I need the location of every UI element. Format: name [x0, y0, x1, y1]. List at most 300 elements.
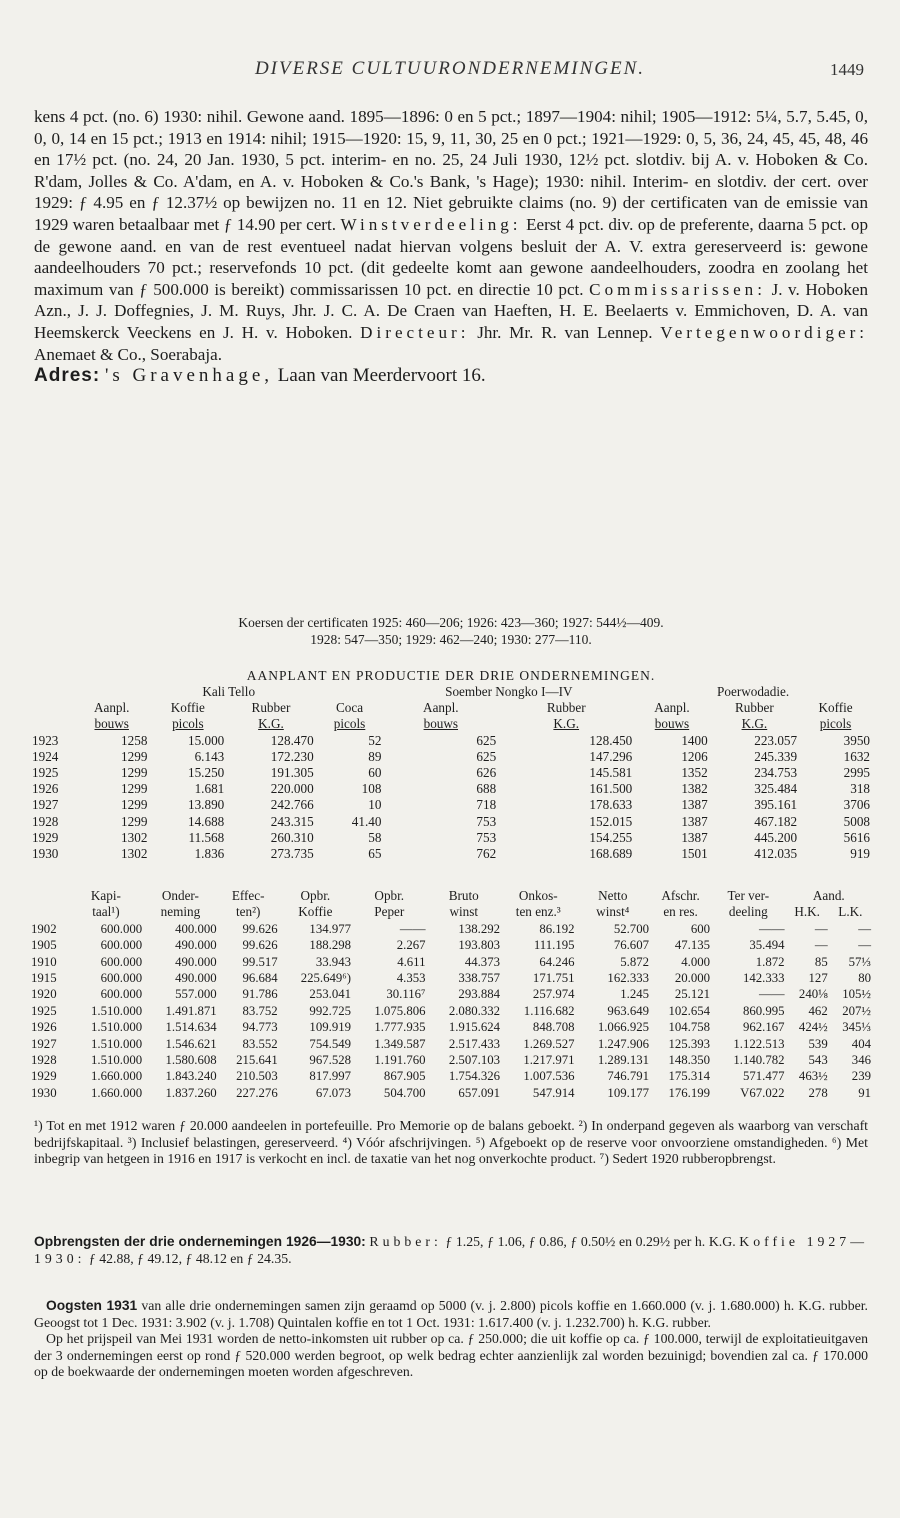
fin-col-header: taal¹)	[92, 904, 120, 920]
unit-header: K.G.	[258, 716, 284, 732]
table-cell: V67.022	[740, 1085, 785, 1100]
koersen	[34, 614, 868, 648]
page-number: 1449	[830, 60, 864, 79]
year-cell: 1925	[31, 1003, 57, 1018]
table-cell: 5008	[843, 813, 870, 829]
unit-header-row	[30, 716, 872, 732]
table-cell: 99.626	[242, 938, 278, 953]
table-cell: 1.122.513	[733, 1036, 785, 1051]
table-cell: 125.393	[668, 1036, 711, 1051]
table-cell: 242.766	[270, 797, 314, 813]
table-cell: 80	[858, 971, 871, 986]
table-cell: 99.517	[242, 954, 278, 969]
year-cell: 1930	[31, 1085, 57, 1100]
table-cell: 1.247.906	[597, 1036, 650, 1051]
table-cell: 148.350	[668, 1053, 711, 1068]
koersen-line-2: 1928: 547—350; 1929: 462—240; 1930: 277—110.	[310, 632, 592, 647]
year-cell: 1928	[32, 813, 59, 829]
financial-table	[30, 888, 872, 1101]
fin-col-header: ten enz.³	[515, 904, 561, 920]
table-cell: 138.292	[458, 921, 501, 936]
table-row	[30, 797, 872, 813]
table-cell: 504.700	[383, 1085, 426, 1100]
table-cell: 293.884	[458, 987, 501, 1002]
table-cell: 600.000	[100, 921, 143, 936]
table-cell: 338.757	[458, 971, 501, 986]
table-cell: 1.660.000	[90, 1085, 143, 1100]
production-table	[30, 684, 872, 862]
production-table-body	[30, 733, 872, 863]
table-cell: 44.373	[464, 954, 501, 969]
table-cell: 754.549	[309, 1036, 352, 1051]
table-cell: 2.267	[396, 938, 426, 953]
table-cell: 3950	[843, 732, 870, 748]
running-title: DIVERSE CULTUURONDERNEMINGEN.	[254, 58, 646, 79]
table-cell: 65	[368, 846, 382, 862]
table-cell: 1.007.536	[523, 1069, 575, 1084]
table-cell: 967.528	[309, 1053, 352, 1068]
fin-col-header: Koffie	[298, 904, 333, 920]
unit-header: picols	[333, 716, 366, 732]
table-cell: 193.803	[458, 938, 501, 953]
oogsten-text-1: van alle drie ondernemingen samen zijn geraamd op 5000 (v. j. 2.800) picols koffie en 1.660.000 (v. j. 1.680.000) h. K.G. rubber. Geoogst tot 1 Dec. 1931: 3.902 (v. j. 1.708) Quintalen koffie en tot 1 Oct. 1931: 1.617.400 (v. j. 1.232.700) h. K.G. rubber.	[34, 1298, 868, 1330]
table-cell: 867.905	[383, 1069, 426, 1084]
table-cell: 30.116⁷	[386, 987, 426, 1002]
table-cell: 1.681	[194, 781, 225, 797]
table-cell: 278	[808, 1085, 828, 1100]
table-cell: 571.477	[742, 1069, 785, 1084]
year-cell: 1905	[31, 938, 57, 953]
table-cell: 1352	[681, 765, 708, 781]
table-cell: 1299	[121, 765, 148, 781]
unit-header: K.G.	[741, 716, 768, 732]
table-cell: 325.484	[754, 781, 798, 797]
table-cell: 688	[476, 781, 497, 797]
table-cell: 57⅓	[848, 954, 871, 969]
table-cell: 1299	[121, 781, 148, 797]
table-row	[30, 846, 872, 862]
directeur-label: Directeur:	[360, 322, 470, 342]
table-cell: 58	[368, 829, 382, 845]
table-cell: 1.754.326	[448, 1069, 501, 1084]
table-cell: 1.915.624	[448, 1020, 501, 1035]
table-cell: 2.507.103	[448, 1053, 501, 1068]
table-row	[30, 733, 872, 749]
col-header: Rubber	[734, 700, 774, 716]
table-cell: 557.000	[175, 987, 217, 1002]
table-row	[30, 1068, 872, 1084]
table-row	[30, 1036, 872, 1052]
table-cell: 1.836	[194, 846, 225, 862]
table-cell: 4.611	[397, 954, 426, 969]
table-cell: 240⅛	[798, 987, 828, 1002]
table-cell: 318	[850, 781, 870, 797]
opbrengsten-section	[34, 1234, 868, 1267]
group-soember-nongko: Soember Nongko I—IV	[445, 684, 573, 699]
table-cell: 462	[808, 1003, 828, 1018]
col-header: Aanpl.	[423, 700, 459, 716]
table-cell: 207½	[842, 1003, 871, 1018]
fin-col-header: L.K.	[838, 904, 863, 920]
year-cell: 1927	[31, 1036, 57, 1051]
table-cell: 152.015	[589, 813, 633, 829]
table-cell: 1382	[681, 781, 708, 797]
table-cell: 154.255	[589, 829, 633, 845]
table-cell: 1.269.527	[523, 1036, 575, 1051]
table-cell: 404	[851, 1036, 871, 1051]
table-cell: 1.349.587	[374, 1036, 426, 1051]
fin-col-header: en res.	[663, 904, 698, 920]
table-cell: 963.649	[607, 1003, 650, 1018]
table-cell: 94.773	[242, 1020, 278, 1035]
table-cell: 171.751	[532, 971, 575, 986]
table-cell: 600.000	[100, 987, 143, 1002]
year-cell: 1902	[31, 921, 57, 936]
table-cell: 128.470	[270, 732, 314, 748]
table-cell: 13.890	[187, 797, 225, 813]
opbrengsten-label: Opbrengsten der drie ondernemingen 1926—1930:	[34, 1234, 366, 1249]
fin-col-header: H.K.	[794, 904, 820, 920]
table-cell: 15.250	[187, 765, 225, 781]
table-cell: 1.837.260	[165, 1085, 217, 1100]
table-cell: 1.289.131	[597, 1053, 650, 1068]
table-cell: 35.494	[749, 938, 785, 953]
oogsten-paragraph-1	[34, 1298, 868, 1331]
col-header: Koffie	[170, 700, 205, 716]
fin-col-header: Opbr.	[374, 888, 405, 903]
fin-header-row-1	[30, 888, 872, 904]
table-cell: 20.000	[674, 971, 711, 986]
year-cell: 1929	[32, 829, 59, 845]
year-cell: 1910	[31, 954, 57, 969]
table-cell: 718	[476, 797, 497, 813]
table-cell: 539	[808, 1036, 828, 1051]
table-cell: 6.143	[194, 748, 225, 764]
address-city: 's Gravenhage,	[104, 365, 274, 387]
fin-col-header: Onder-	[161, 888, 199, 903]
table-row	[30, 781, 872, 797]
table-cell: 134.977	[309, 921, 352, 936]
table-cell: 109.919	[309, 1020, 352, 1035]
group-poerwodadie: Poerwodadie.	[717, 684, 790, 699]
rubber-label: Rubber:	[369, 1234, 442, 1249]
fin-col-header: Peper	[374, 904, 405, 920]
table-row	[30, 830, 872, 846]
table-cell: 600	[690, 921, 711, 936]
table-cell: 395.161	[754, 797, 798, 813]
table-cell: 2.080.332	[448, 1003, 501, 1018]
table-cell: —	[858, 921, 871, 936]
fin-col-header: deeling	[728, 904, 768, 920]
table-cell: 1299	[121, 748, 148, 764]
table-cell: 60	[368, 765, 382, 781]
table-cell: 176.199	[668, 1085, 711, 1100]
table-cell: 1.843.240	[165, 1069, 217, 1084]
financial-table-body	[30, 921, 872, 1101]
table-row	[30, 1085, 872, 1101]
table-cell: 41.40	[351, 813, 382, 829]
table-cell: 257.974	[532, 987, 575, 1002]
address-line	[34, 365, 868, 387]
oogsten-paragraph-2: Op het prijspeil van Mei 1931 worden de netto-inkomsten uit rubber op ca. ƒ 250.000; die uit koffie op ca. ƒ 100.000, terwijl de exploitatieuitgaven der 3 ondernemingen eerst op rond ƒ 520.000 werden begroot, op welk bedrag echter aanzienlijk zal worden bezuinigd; bovendien zal ca. ƒ 170.000 op de boekwaarde der ondernemingen moeten worden afgeschreven.	[34, 1331, 868, 1380]
table-cell: 1206	[681, 748, 708, 764]
commissarissen-label: Commissarissen:	[589, 279, 766, 299]
table-cell: 128.450	[589, 732, 633, 748]
table-cell: 109.177	[607, 1085, 650, 1100]
dividend-text: kens 4 pct. (no. 6) 1930: nihil. Gewone aand. 1895—1896: 0 en 5 pct.; 1897—1904: nihil; 1905—1912: 5¼, 5.7, 5.45, 0, 0, 0, 14 en 15 pct.; 1913 en 1914: nihil; 1915—1920: 15, 9, 11, 30, 25 en 0 pct.; 1921—1929: 0, 5, 36, 24, 45, 45, 48, 46 en 17½ pct. (no. 24, 20 Jan. 1930, 5 pct. interim- en no. 25, 24 Juli 1930, 12½ pct. slotdiv. bij A. v. Hoboken & Co. R'dam, Jolles & Co. A'dam, en A. v. Hoboken & Co.'s Bank, 's Hage); 1930: nihil. Interim- en slotdiv. der cert. over 1929: ƒ 4.95 en ƒ 12.37½ op bewijzen no. 11 en 12. Niet gebruikte claims (no. 9) der certificaten van de emissie van 1929 waren betaalbaar met ƒ 14.90 per cert.	[34, 107, 868, 234]
table-cell: ——	[758, 921, 785, 936]
year-cell: 1926	[32, 781, 59, 797]
table-cell: 962.167	[742, 1020, 785, 1035]
table-cell: 104.758	[668, 1020, 711, 1035]
table-cell: 346	[851, 1053, 871, 1068]
table-cell: 1302	[121, 829, 148, 845]
table-cell: 1.217.971	[523, 1053, 575, 1068]
table-cell: 215.641	[236, 1053, 278, 1068]
col-header: Koffie	[818, 700, 853, 716]
koersen-line-1: Koersen der certificaten 1925: 460—206; 1926: 423—360; 1927: 544½—409.	[238, 615, 664, 630]
table-cell: 172.230	[270, 748, 314, 764]
table-cell: 467.182	[754, 813, 798, 829]
oogsten-section	[34, 1298, 868, 1381]
fin-col-header: Netto	[598, 888, 628, 903]
table-cell: 4.353	[396, 971, 426, 986]
table-cell: 1.191.760	[374, 1053, 426, 1068]
table-row	[30, 814, 872, 830]
table-cell: 1.660.000	[90, 1069, 143, 1084]
address-street: Laan van Meerdervoort 16.	[277, 365, 486, 387]
year-cell: 1930	[32, 846, 59, 862]
table-cell: 5616	[843, 829, 870, 845]
body-text	[34, 106, 868, 387]
table-cell: 657.091	[458, 1085, 501, 1100]
table-row	[30, 954, 872, 970]
unit-header: K.G.	[553, 716, 580, 732]
table-cell: 127	[808, 971, 828, 986]
table-cell: 1.116.682	[523, 1003, 575, 1018]
year-cell: 1915	[31, 971, 57, 986]
table-cell: 600.000	[100, 954, 143, 969]
col-header: Aanpl.	[93, 700, 130, 716]
table-cell: 490.000	[175, 971, 217, 986]
table-cell: 83.752	[242, 1003, 278, 1018]
table-cell: 762	[476, 846, 497, 862]
fin-col-header: Ter ver-	[727, 888, 770, 903]
table-cell: 4.000	[681, 954, 711, 969]
table-cell: 1.514.634	[165, 1020, 217, 1035]
table-cell: 147.296	[589, 748, 633, 764]
group-kali-tello: Kali Tello	[202, 684, 256, 699]
table-cell: 253.041	[309, 987, 352, 1002]
table-cell: 1.580.608	[165, 1053, 217, 1068]
table-cell: 746.791	[607, 1069, 650, 1084]
table-cell: 463½	[798, 1069, 828, 1084]
fin-col-header: Opbr.	[300, 888, 331, 903]
year-cell: 1929	[31, 1069, 57, 1084]
table-cell: 225.649⁶)	[300, 971, 352, 986]
table-cell: 547.914	[532, 1085, 575, 1100]
table-row	[30, 986, 872, 1002]
dividend-paragraph	[34, 106, 868, 365]
table-cell: 102.654	[668, 1003, 711, 1018]
table-cell: 234.753	[754, 765, 798, 781]
table-cell: 1.075.806	[374, 1003, 426, 1018]
table-cell: 227.276	[236, 1085, 278, 1100]
table-cell: 848.708	[532, 1020, 575, 1035]
year-cell: 1925	[32, 765, 59, 781]
fin-col-header: Afschr.	[661, 888, 700, 903]
table-row	[30, 1019, 872, 1035]
fin-col-header: Effec-	[231, 888, 265, 903]
commissarissen-text: J. v. Hoboken Azn., J. J. Doffegnies, J. M. Ruys, Jhr. J. C. A. De Craen van Haeften, H. E. Beelaerts v. Emmichoven, D. A. van Heemskerck Veeckens en J. H. v. Hoboken.	[34, 279, 868, 342]
table-cell: 919	[850, 846, 870, 862]
year-cell: 1926	[31, 1020, 57, 1035]
col-header: Coca	[335, 700, 364, 716]
table-cell: ——	[399, 921, 426, 936]
table-cell: 1299	[121, 813, 148, 829]
koffie-text: ƒ 42.88, ƒ 49.12, ƒ 48.12 en ƒ 24.35.	[88, 1250, 292, 1266]
table-cell: 210.503	[236, 1069, 278, 1084]
table-cell: 5.872	[620, 954, 650, 969]
directeur-text: Jhr. Mr. R. van Lennep.	[477, 322, 653, 342]
table-cell: 412.035	[754, 846, 798, 862]
table-cell: 1.510.000	[90, 1053, 143, 1068]
running-header	[0, 58, 900, 88]
vertegenwoordiger-label: Vertegenwoordiger:	[660, 322, 869, 342]
table-cell: 178.633	[589, 797, 633, 813]
table-cell: 245.339	[754, 748, 798, 764]
footnotes: ¹) Tot en met 1912 waren ƒ 20.000 aandeelen in portefeuille. Pro Memorie op de balans geboekt. ²) In onderpand gegeven als waarborg van verschaft bedrijfskapitaal. ³) Inclusief belastingen, gereserveerd. ⁴) Vóór afschrijvingen. ⁵) Afgeboekt op de reserve voor onvoorziene omstandigheden. ⁶) Met inbegrip van hetgeen in 1916 en 1917 is verkocht en incl. de taxatie van het nog onverkochte product. ⁷) Sedert 1920 rubberopbrengst.	[34, 1118, 868, 1167]
table-cell: 243.315	[270, 813, 314, 829]
production-table-title: AANPLANT EN PRODUCTIE DER DRIE ONDERNEMINGEN.	[246, 668, 656, 683]
table-cell: 188.298	[309, 938, 352, 953]
table-cell: 85	[814, 954, 828, 969]
table-cell: —	[814, 921, 828, 936]
fin-col-header: winst	[449, 904, 479, 920]
year-cell: 1927	[32, 797, 59, 813]
table-cell: 1.066.925	[597, 1020, 650, 1035]
table-cell: 1.140.782	[733, 1053, 785, 1068]
table-cell: 108	[361, 781, 382, 797]
table-cell: 400.000	[175, 921, 217, 936]
table-cell: 14.688	[187, 813, 225, 829]
table-cell: 33.943	[315, 954, 352, 969]
table-row	[30, 765, 872, 781]
table-cell: 1258	[121, 732, 148, 748]
table-cell: 83.552	[242, 1036, 278, 1051]
table-cell: 1387	[681, 829, 708, 845]
unit-header: bouws	[94, 716, 129, 732]
fin-col-header: neming	[160, 904, 201, 920]
table-cell: 992.725	[309, 1003, 352, 1018]
table-cell: 145.581	[589, 765, 633, 781]
table-cell: 860.995	[742, 1003, 785, 1018]
group-header-row	[30, 684, 872, 700]
address-label: Adres:	[34, 365, 101, 387]
table-cell: 168.689	[589, 846, 633, 862]
table-cell: 445.200	[754, 829, 798, 845]
table-row	[30, 970, 872, 986]
column-header-row	[30, 700, 872, 716]
table-cell: 600.000	[100, 971, 143, 986]
table-cell: 600.000	[100, 938, 143, 953]
table-cell: 52	[368, 732, 382, 748]
table-row	[30, 749, 872, 765]
table-cell: 64.246	[539, 954, 575, 969]
table-cell: 1400	[681, 732, 708, 748]
table-cell: 543	[808, 1053, 828, 1068]
table-cell: 1501	[681, 846, 708, 862]
table-cell: 2.517.433	[448, 1036, 501, 1051]
table-cell: 105½	[842, 987, 871, 1002]
table-cell: 25.121	[674, 987, 711, 1002]
unit-header: picols	[172, 716, 204, 732]
fin-col-header: Bruto	[448, 888, 479, 903]
table-cell: 11.568	[188, 829, 225, 845]
col-header: Aanpl.	[654, 700, 690, 716]
fin-col-header: Aand.	[812, 888, 845, 903]
table-cell: 175.314	[668, 1069, 711, 1084]
table-cell: 191.305	[270, 765, 314, 781]
rubber-text: ƒ 1.25, ƒ 1.06, ƒ 0.86, ƒ 0.50½ en 0.29½ per h. K.G.	[445, 1234, 736, 1249]
table-cell: 162.333	[607, 971, 650, 986]
table-cell: 273.735	[270, 846, 314, 862]
table-cell: 626	[476, 765, 497, 781]
table-cell: 490.000	[175, 938, 217, 953]
table-cell: 76.607	[613, 938, 650, 953]
table-cell: 91	[858, 1085, 871, 1100]
table-cell: 2995	[843, 765, 870, 781]
fin-col-header: winst⁴	[596, 904, 630, 920]
table-cell: 223.057	[754, 732, 798, 748]
table-cell: 3706	[843, 797, 870, 813]
col-header: Rubber	[251, 700, 291, 716]
winstverdeeling-text: Eerst 4 pct. div. op de preferente, daarna 5 pct. op de gewone aand. en van de rest eventueel nadat hiervan volgens besluit der A. V. extra gereserveerd is: gewone aandeelhouders 70 pct.; reservefonds 10 pct. (dit gedeelte komt aan gewone aandeelhouders, zoodra en zoolang het maximum van ƒ 500.000 is bereikt) commissarissen 10 pct. en directie 10 pct.	[34, 214, 868, 299]
table-row	[30, 921, 872, 937]
table-cell: 220.000	[270, 781, 314, 797]
table-cell: 490.000	[175, 954, 217, 969]
table-cell: 625	[476, 732, 497, 748]
koffie-label: Koffie 1927—1930:	[34, 1234, 868, 1266]
table-cell: 99.626	[242, 921, 278, 936]
table-cell: 1302	[121, 846, 148, 862]
fin-col-header: Onkos-	[518, 888, 558, 903]
table-row	[30, 937, 872, 953]
table-cell: 1.510.000	[90, 1020, 143, 1035]
table-cell: 1.245	[620, 987, 650, 1002]
table-cell: 1.510.000	[90, 1036, 143, 1051]
table-cell: 1.510.000	[90, 1003, 143, 1018]
table-row	[30, 1052, 872, 1068]
table-cell: 1.491.871	[165, 1003, 217, 1018]
oogsten-label: Oogsten 1931	[46, 1298, 138, 1313]
year-cell: 1920	[31, 987, 57, 1002]
table-cell: —	[814, 938, 828, 953]
table-cell: 1.872	[755, 954, 785, 969]
table-cell: 424½	[798, 1020, 828, 1035]
table-row	[30, 1003, 872, 1019]
table-cell: ——	[758, 987, 785, 1002]
table-cell: —	[858, 938, 871, 953]
vertegenwoordiger-text: Anemaet & Co., Soerabaja.	[34, 344, 222, 364]
table-cell: 10	[368, 797, 382, 813]
table-cell: 1632	[843, 748, 870, 764]
table-cell: 52.700	[613, 921, 650, 936]
table-cell: 142.333	[742, 971, 785, 986]
table-cell: 1.546.621	[165, 1036, 217, 1051]
table-cell: 345⅓	[842, 1020, 871, 1035]
year-cell: 1924	[32, 748, 59, 764]
